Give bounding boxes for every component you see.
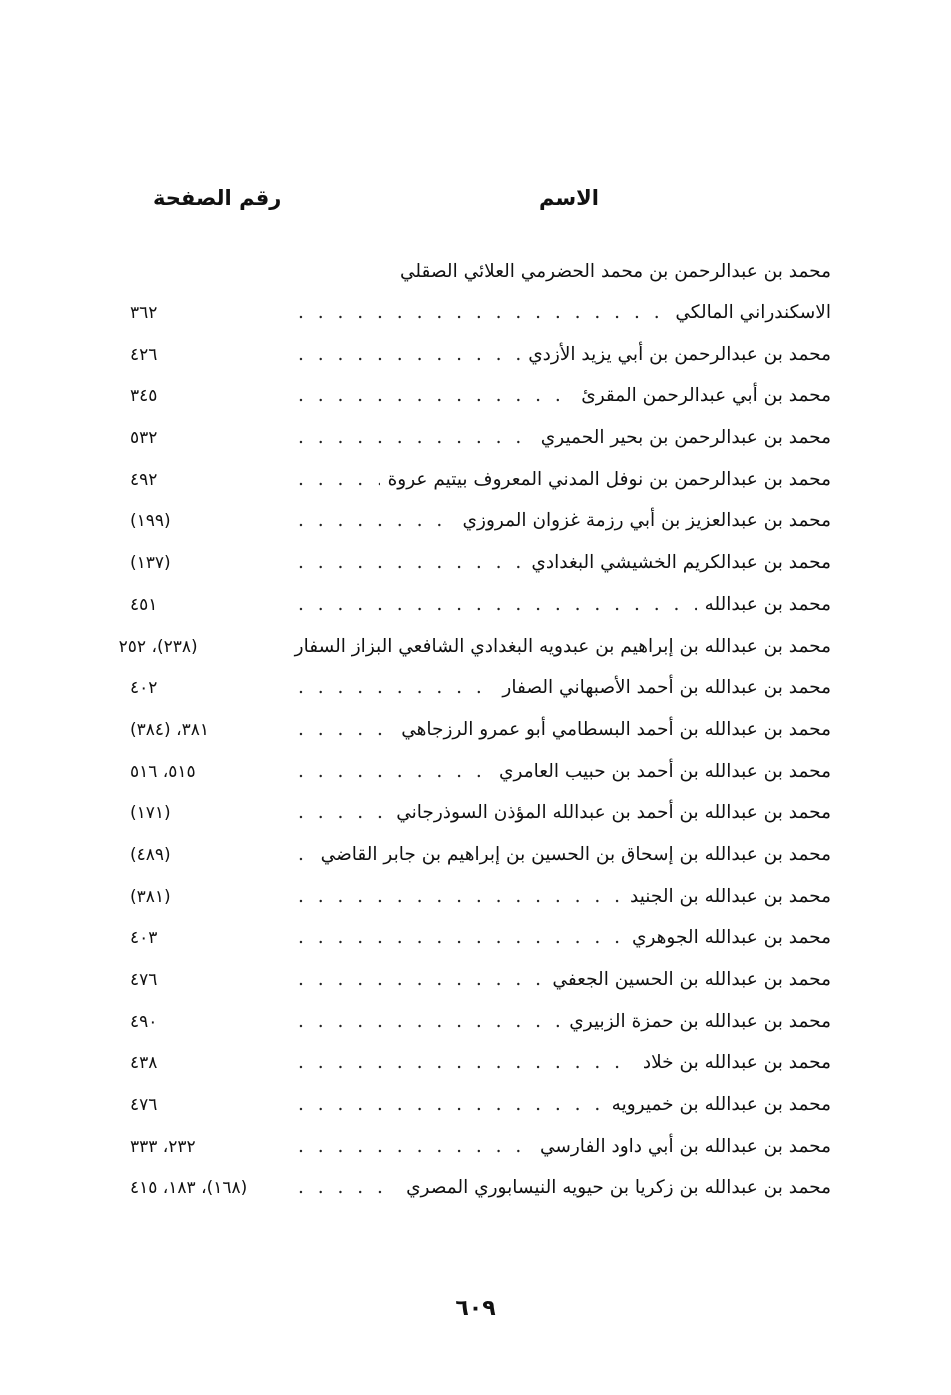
index-entry <box>130 1167 831 1209</box>
index-entry <box>130 292 831 334</box>
entry-page-numbers: ٤٥١ <box>130 594 158 615</box>
index-entries-list <box>118 252 831 1209</box>
entry-page-numbers: (١٩٩) <box>130 511 171 532</box>
index-entry <box>130 584 831 626</box>
entry-page-numbers: ٣٤٥ <box>130 386 158 407</box>
entry-name: محمد بن أبي عبدالرحمن المقرئ <box>581 385 831 407</box>
index-entry <box>130 959 831 1001</box>
entry-name: محمد بن عبدالرحمن بن نوفل المدني المعروف بيتيم عروة <box>387 468 831 490</box>
entry-page-numbers: ٤٧٦ <box>130 970 158 990</box>
entry-name: محمد بن عبدالله بن أحمد بن عبدالله المؤذن السوذرجاني <box>396 802 831 824</box>
leader-dots <box>298 292 667 334</box>
index-entry <box>130 751 831 793</box>
entry-name: محمد بن عبدالله <box>704 593 831 615</box>
entry-page-numbers: (١٦٨)، ١٨٣، ٤١٥ <box>130 1178 248 1199</box>
index-entry <box>130 709 831 751</box>
entry-name: محمد بن عبدالكريم الخشيشي البغدادي <box>531 552 831 574</box>
leader-dots <box>298 917 624 959</box>
leader-dots <box>298 375 573 417</box>
index-entry <box>130 1001 831 1043</box>
entry-page-numbers: ٤٧٦ <box>130 1095 158 1116</box>
leader-dots <box>298 667 494 709</box>
entry-page-numbers: (١٧١) <box>130 803 171 824</box>
entry-name: محمد بن عبدالرحمن بن بحير الحميري <box>540 427 831 449</box>
entry-name: محمد بن عبدالله الجوهري <box>631 927 831 949</box>
entry-page-numbers: ٤٩٠ <box>130 1011 158 1032</box>
index-entry <box>130 375 831 417</box>
index-entry <box>130 252 831 292</box>
entry-name: محمد بن عبدالعزيز بن أبي رزمة غزوان المروزي <box>462 510 831 532</box>
column-header-name: الاسم <box>539 186 599 210</box>
entry-name: محمد بن عبدالله بن الحسين الجعفي <box>552 969 831 990</box>
leader-dots <box>298 1042 635 1084</box>
entry-name: محمد بن عبدالله بن أحمد الأصبهاني الصفار <box>502 677 831 699</box>
index-entry <box>130 542 831 584</box>
leader-dots <box>298 417 533 459</box>
index-entry <box>130 667 831 709</box>
entry-page-numbers: ٤٢٦ <box>130 344 158 365</box>
entry-name: محمد بن عبدالله بن أبي داود الفارسي <box>539 1135 831 1157</box>
index-entry <box>130 1126 831 1168</box>
index-entry <box>130 834 831 876</box>
index-entry <box>130 1042 831 1084</box>
entry-name: محمد بن عبدالله بن أحمد البسطامي أبو عمرو الرزجاهي <box>401 718 831 740</box>
page-number: ٦٠٩ <box>455 1296 496 1321</box>
entry-page-numbers: ٤٠٣ <box>130 928 158 949</box>
leader-dots <box>298 1167 398 1209</box>
entry-name: محمد بن عبدالله بن حمزة الزبيري <box>569 1010 831 1032</box>
entry-page-numbers: (٢٣٨)، ٢٥٢ <box>118 636 198 657</box>
entry-page-numbers: ٥١٥، ٥١٦ <box>130 761 196 782</box>
entry-name: محمد بن عبدالرحمن بن محمد الحضرمي العلائي الصقلي <box>399 261 831 282</box>
entry-page-numbers: ٣٦٢ <box>130 303 158 323</box>
entry-name: محمد بن عبدالله بن إبراهيم بن عبدويه البغدادي الشافعي البزاز السفار <box>294 635 831 657</box>
leader-dots <box>298 709 393 751</box>
leader-dots <box>298 334 520 376</box>
entry-name: محمد بن عبدالله بن خميرويه <box>611 1094 831 1116</box>
entry-page-numbers: ٥٣٢ <box>130 428 158 449</box>
entry-page-numbers: ٤٩٢ <box>130 469 158 490</box>
entry-name: محمد بن عبدالله بن زكريا بن حيويه النيسابوري المصري <box>406 1177 831 1199</box>
index-entry <box>130 876 831 918</box>
index-entry <box>130 334 831 376</box>
leader-dots <box>298 584 697 626</box>
leader-dots <box>298 834 313 876</box>
leader-dots <box>298 1126 532 1168</box>
entry-page-numbers: (٤٨٩) <box>130 844 171 865</box>
entry-page-numbers: (٣٨١) <box>130 886 171 907</box>
leader-dots <box>298 1084 604 1126</box>
index-entry <box>130 1084 831 1126</box>
entry-name: محمد بن عبدالله بن خلاد <box>642 1052 831 1074</box>
leader-dots <box>298 751 491 793</box>
entry-page-numbers: ٢٣٢، ٣٣٣ <box>130 1136 196 1157</box>
index-entry <box>118 626 831 668</box>
entry-page-numbers: ٤٣٨ <box>130 1053 158 1074</box>
entry-name: محمد بن عبدالله بن إسحاق بن الحسين بن إبراهيم بن جابر القاضي <box>320 843 831 865</box>
leader-dots <box>298 459 380 501</box>
entry-name: الاسكندراني المالكي <box>675 302 831 323</box>
index-entry <box>130 459 831 501</box>
entry-page-numbers: (١٣٧) <box>130 553 171 574</box>
leader-dots <box>298 959 544 1001</box>
entry-page-numbers: ٤٠٢ <box>130 678 158 699</box>
leader-dots <box>298 876 622 918</box>
entry-page-numbers: ٣٨١، (٣٨٤) <box>130 719 209 740</box>
index-entry <box>130 917 831 959</box>
leader-dots <box>298 500 455 542</box>
leader-dots <box>298 792 388 834</box>
leader-dots <box>298 1001 561 1043</box>
index-entry <box>130 792 831 834</box>
leader-dots <box>298 542 523 584</box>
index-entry <box>130 500 831 542</box>
entry-name: محمد بن عبدالرحمن بن أبي يزيد الأزدي <box>528 343 831 365</box>
entry-name: محمد بن عبدالله بن الجنيد <box>630 885 831 907</box>
column-header-page-number: رقم الصفحة <box>153 186 282 210</box>
entry-name: محمد بن عبدالله بن أحمد بن حبيب العامري <box>499 760 831 782</box>
index-entry <box>130 417 831 459</box>
